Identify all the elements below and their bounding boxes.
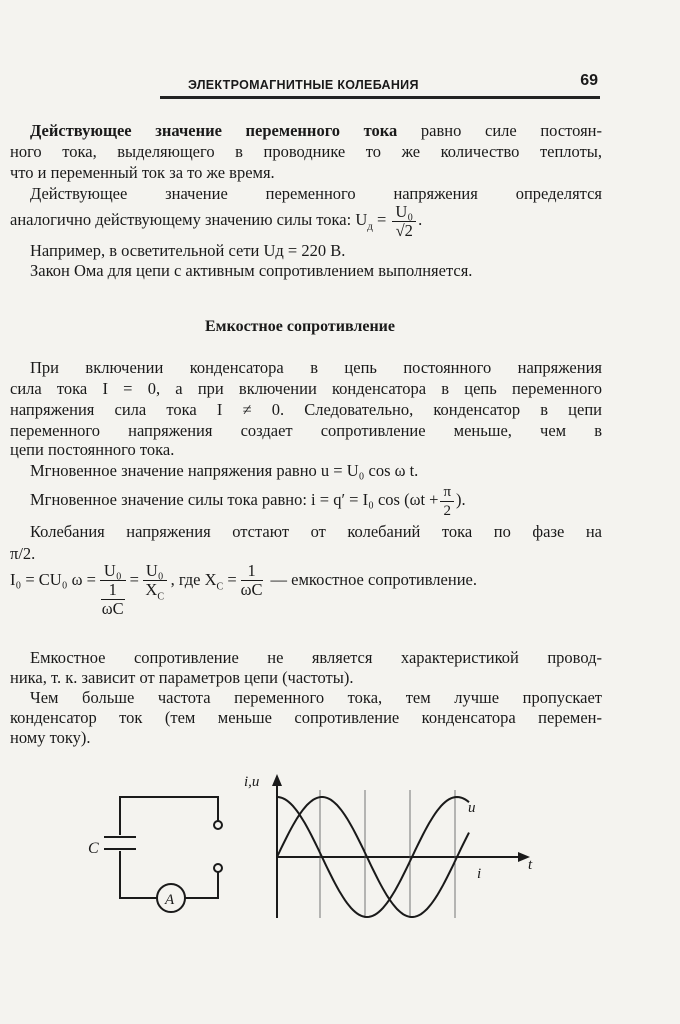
- text-line: ника, т. к. зависит от параметров цепи (частоты).: [10, 668, 354, 687]
- text-line: ному току).: [10, 728, 91, 747]
- equals-sign: =: [129, 570, 139, 589]
- fraction-numerator: U₀: [143, 562, 167, 581]
- subscript: д: [367, 220, 373, 233]
- text-line: переменного напряжения создает сопротивление меньше, чем в: [10, 421, 602, 440]
- text-line: Действующее значение переменного напряжения определятся: [30, 184, 602, 203]
- circuit-wire-top: [120, 797, 218, 835]
- text-fragment: , где X: [170, 570, 217, 589]
- text-fragment: ).: [456, 490, 466, 509]
- formula-tail: — емкостное сопротивление.: [270, 570, 477, 589]
- fraction-denominator: 2: [443, 502, 451, 519]
- equals-sign: =: [372, 210, 391, 229]
- text-line: Емкостное сопротивление не является характеристикой провод-: [30, 648, 602, 667]
- text-line: Например, в осветительной сети Uд = 220 В.: [30, 241, 346, 260]
- circuit-wire-left: [120, 851, 157, 898]
- period: .: [418, 210, 423, 229]
- subscript: C: [216, 581, 224, 593]
- section-heading: Емкостное сопротивление: [205, 318, 395, 335]
- circuit-wire-right: [185, 872, 218, 898]
- y-axis-label: i,u: [244, 774, 260, 790]
- fraction-numerator: U₀: [392, 203, 416, 222]
- page-number: 69: [580, 72, 598, 89]
- text-line: ного тока, выделяющего в проводнике то же количество теплоты,: [10, 142, 602, 161]
- inner-numerator: 1: [101, 581, 125, 600]
- current-curve-label: i: [477, 866, 482, 882]
- text-line: цепи постоянного тока.: [10, 440, 175, 459]
- text-line: Колебания напряжения отстают от колебаний тока по фазе на: [30, 522, 602, 541]
- text-line: сила тока I = 0, а при включении конденсатора в цепь переменного: [10, 379, 602, 398]
- voltage-equation: Мгновенное значение напряжения равно u = U₀ cos ω t.: [30, 461, 419, 480]
- terminal-top: [214, 821, 222, 829]
- definition-text: равно силе постоян-: [397, 121, 602, 140]
- voltage-curve-label: u: [468, 800, 476, 816]
- x-axis-label: t: [528, 857, 533, 873]
- inner-denominator: ωC: [101, 599, 124, 618]
- formula-part: I₀ = CU₀ ω =: [10, 570, 96, 589]
- subscript: C: [157, 591, 165, 603]
- fraction-denominator: ωC: [240, 580, 263, 599]
- text-line: Чем больше частота переменного тока, тем лучше пропускает: [30, 688, 602, 707]
- text-line: конденсатор ток (тем меньше сопротивление конденсатора перемен-: [10, 708, 602, 727]
- fraction-denominator: √2: [395, 220, 413, 240]
- fraction-numerator: 1: [241, 562, 263, 581]
- equals-sign: =: [227, 570, 237, 589]
- definition-term: Действующее значение переменного тока: [30, 121, 398, 140]
- capacitor-label: C: [88, 840, 99, 857]
- text-line: напряжения сила тока I ≠ 0. Следовательно, конденсатор в цепи: [10, 400, 602, 419]
- text-fragment: Мгновенное значение силы тока равно: i = q′ = I₀ cos (ωt +: [30, 490, 439, 509]
- text-line: Закон Ома для цепи с активным сопротивлением выполняется.: [30, 261, 473, 280]
- fraction-numerator: U₀: [100, 562, 126, 581]
- text-line: что и переменный ток за то же время.: [10, 163, 275, 182]
- circuit-diagram: [104, 797, 222, 912]
- terminal-bottom: [214, 864, 222, 872]
- text-line: π/2.: [10, 544, 36, 563]
- y-axis-arrow: [272, 774, 282, 786]
- text-line: При включении конденсатора в цепь постоянного напряжения: [30, 358, 602, 377]
- fraction-numerator: π: [440, 483, 454, 502]
- text-fragment: аналогично действующему значению силы тока: U: [10, 210, 368, 229]
- phase-graph: [272, 774, 530, 918]
- symbol: X: [145, 580, 158, 599]
- ammeter-label: A: [165, 892, 175, 908]
- header-title: ЭЛЕКТРОМАГНИТНЫЕ КОЛЕБАНИЯ: [188, 78, 419, 92]
